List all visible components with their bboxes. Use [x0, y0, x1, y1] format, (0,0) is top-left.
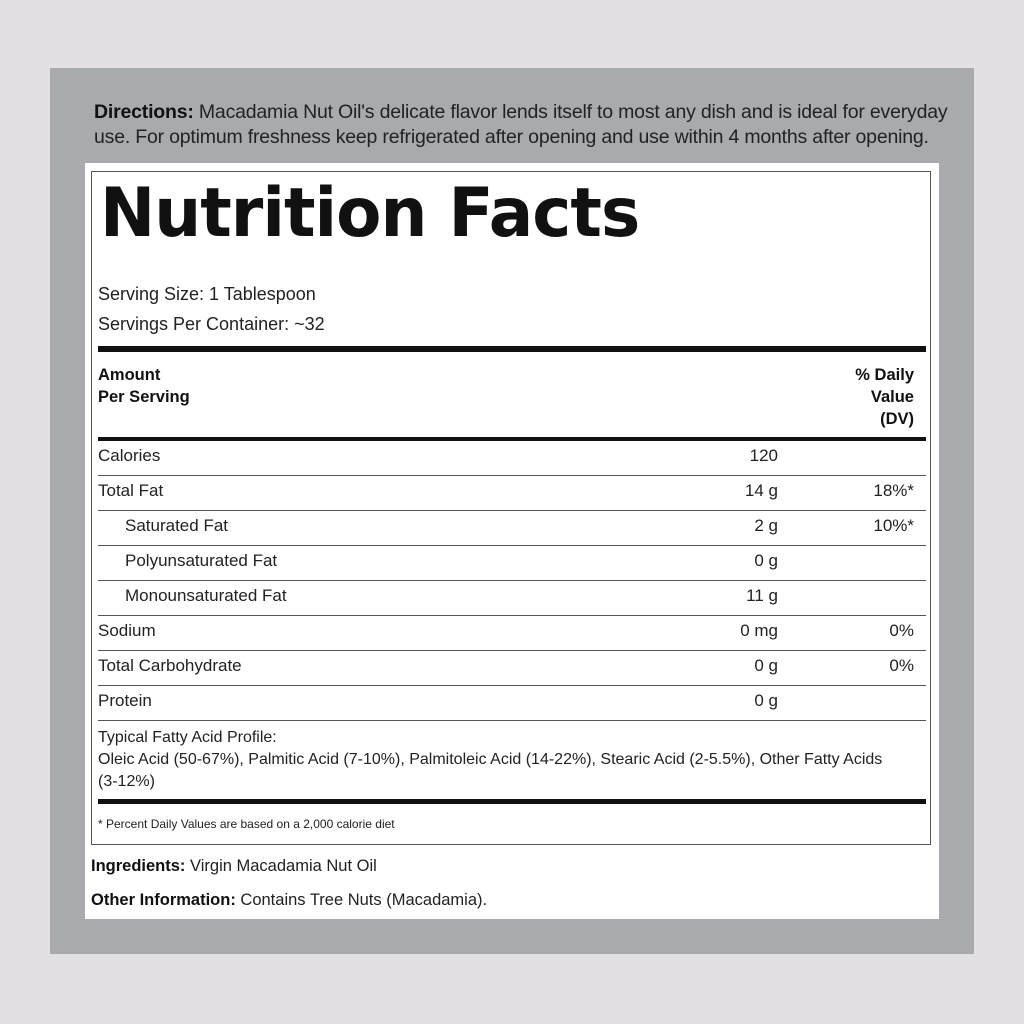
ingredients-text: Virgin Macadamia Nut Oil [185, 857, 377, 875]
nutrient-amount: 120 [749, 446, 778, 465]
nutrient-name: Monounsaturated Fat [125, 586, 287, 605]
other-information-label: Other Information: [91, 891, 236, 909]
nutrient-row [98, 651, 926, 686]
nutrient-row [98, 686, 926, 721]
other-information-text: Contains Tree Nuts (Macadamia). [235, 891, 488, 909]
directions-text [94, 100, 954, 150]
nutrient-amount: 11 g [746, 586, 778, 605]
nutrient-row [98, 581, 926, 616]
fatty-acid-profile-title: Typical Fatty Acid Profile: [98, 729, 277, 746]
daily-value-header [855, 364, 914, 430]
fatty-acid-profile [98, 727, 898, 793]
nutrient-amount: 0 g [754, 691, 778, 710]
nutrient-name: Total Carbohydrate [98, 656, 242, 675]
fatty-acid-profile-text: Oleic Acid (50-67%), Palmitic Acid (7-10%), Palmitoleic Acid (14-22%), Stearic Acid (2-5.5%), Other Fatty Acids (3-12%) [98, 751, 883, 790]
daily-value-footnote: * Percent Daily Values are based on a 2,000 calorie diet [98, 817, 395, 831]
other-information-line [91, 891, 487, 910]
nutrition-facts-box [91, 171, 931, 845]
nutrient-amount: 0 mg [740, 621, 778, 640]
nutrient-row [98, 546, 926, 581]
serving-size: Serving Size: 1 Tablespoon [98, 284, 316, 304]
nutrient-name: Polyunsaturated Fat [125, 551, 278, 570]
nutrient-dv: 0% [889, 656, 914, 675]
nutrient-dv: 0% [889, 621, 914, 640]
nutrient-row [98, 616, 926, 651]
servings-per-container: Servings Per Container: ~32 [98, 314, 325, 334]
nutrition-facts-title: Nutrition Facts [100, 174, 640, 253]
nutrient-row [98, 476, 926, 511]
dv-header-line: (DV) [880, 410, 914, 428]
thick-divider-top [98, 346, 926, 352]
directions-label: Directions: [94, 101, 194, 123]
nutrient-amount: 2 g [754, 516, 778, 535]
nutrient-name: Calories [98, 446, 161, 465]
nutrient-name: Protein [98, 691, 152, 710]
nutrient-name: Total Fat [98, 481, 164, 500]
amount-header-line: Amount [98, 366, 161, 384]
dv-header-line: Value [870, 388, 914, 406]
nutrient-amount: 14 g [744, 481, 778, 500]
nutrient-dv: 10%* [873, 516, 914, 535]
dv-header-line: % Daily [855, 366, 914, 384]
nutrient-dv: 18%* [873, 481, 914, 500]
ingredients-line [91, 857, 377, 876]
nutrient-name: Saturated Fat [125, 516, 229, 535]
nutrient-row [98, 511, 926, 546]
amount-header-line: Per Serving [98, 388, 190, 406]
nutrient-row [98, 441, 926, 476]
amount-per-serving-header [98, 364, 190, 408]
directions-body: Macadamia Nut Oil's delicate flavor lends itself to most any dish and is ideal for everyday use. For optimum freshness keep refrigerated after opening and use within 4 months after opening. [94, 101, 948, 148]
ingredients-label: Ingredients: [91, 857, 186, 875]
nutrient-amount: 0 g [754, 656, 778, 675]
nutrient-amount: 0 g [754, 551, 778, 570]
thick-divider-bottom [98, 799, 926, 804]
nutrient-name: Sodium [98, 621, 156, 640]
